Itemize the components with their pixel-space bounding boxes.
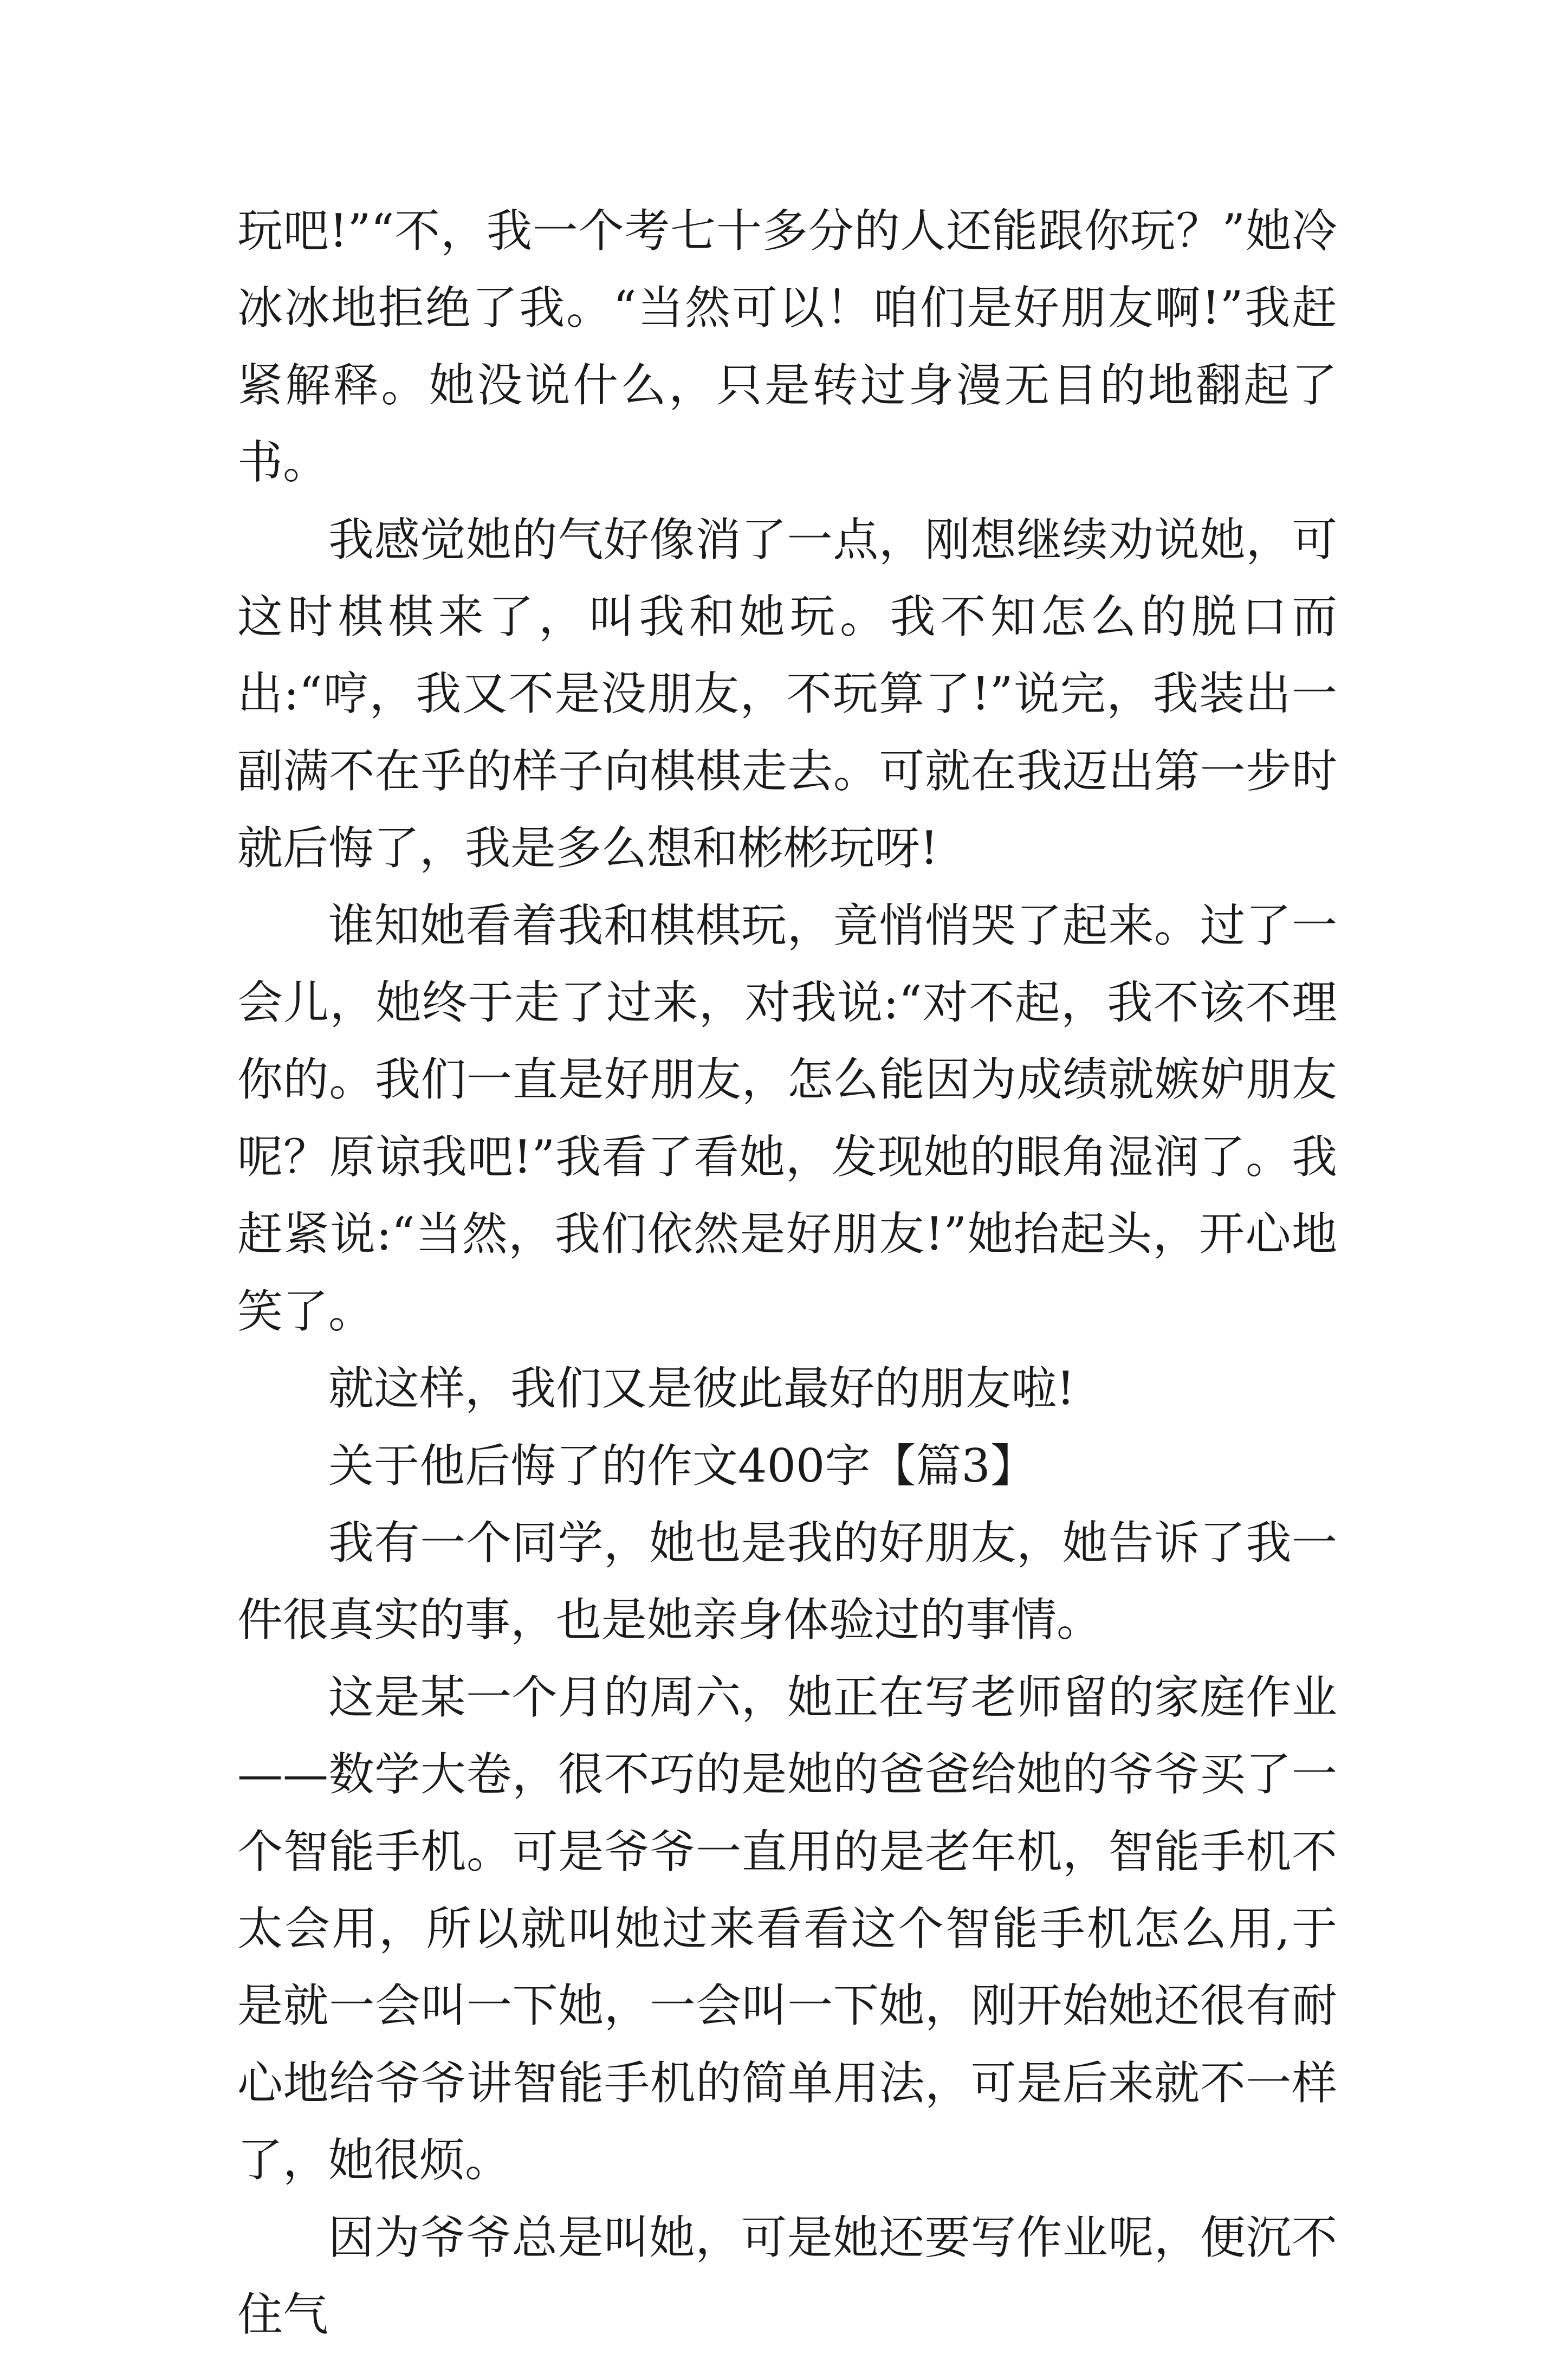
paragraph-3: 谁知她看着我和棋棋玩，竟悄悄哭了起来。过了一会儿，她终于走了过来，对我说:“对不起，我不该不理你的。我们一直是好朋友，怎么能因为成绩就嫉妒朋友呢？原谅我吧!”我看了看她，发现她的眼角湿润了。我赶紧说:“当然，我们依然是好朋友!”她抬起头，开心地笑了。	[237, 898, 1337, 1338]
paragraph-5: 我有一个同学，她也是我的好朋友，她告诉了我一件很真实的事，也是她亲身体验过的事情。	[237, 1516, 1337, 1647]
section-heading: 关于他后悔了的作文400字【篇3】	[328, 1439, 1036, 1492]
paragraph-2: 我感觉她的气好像消了一点，刚想继续劝说她，可这时棋棋来了，叫我和她玩。我不知怎么的脱口而出:“哼，我又不是没朋友，不玩算了!”说完，我装出一副满不在乎的样子向棋棋走去。可就在我迈出第一步时就后悔了，我是多么想和彬彬玩呀!	[237, 513, 1337, 875]
paragraph-4: 就这样，我们又是彼此最好的朋友啦!	[328, 1362, 1075, 1415]
paragraph-6: 这是某一个月的周六，她正在写老师留的家庭作业——数学大卷，很不巧的是她的爸爸给她的爷爷买了一个智能手机。可是爷爷一直用的是老年机，智能手机不太会用，所以就叫她过来看看这个智能手机怎么用,于是就一会叫一下她，一会叫一下她，刚开始她还很有耐心地给爷爷讲智能手机的简单用法，可是后来就不一样了，她很烦。	[237, 1670, 1337, 2187]
paragraph-7: 因为爷爷总是叫她，可是她还要写作业呢，便沉不住气	[237, 2210, 1337, 2341]
paragraph-1: 玩吧!”“不，我一个考七十多分的人还能跟你玩？”她冷冰冰地拒绝了我。“当然可以！咱们是好朋友啊!”我赶紧解释。她没说什么，只是转过身漫无目的地翻起了书。	[237, 204, 1337, 489]
article-body	[237, 192, 1337, 2353]
